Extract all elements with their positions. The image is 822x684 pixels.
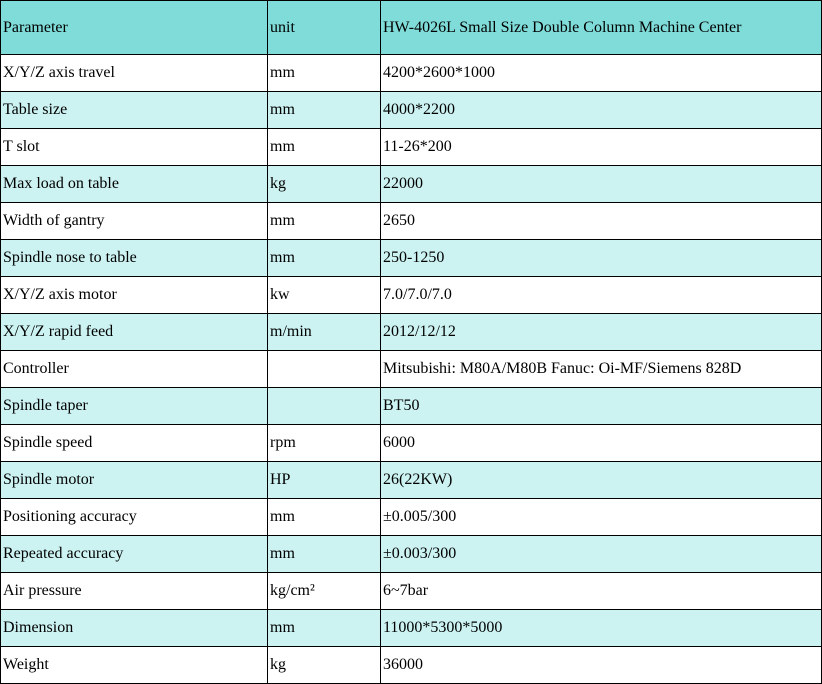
table-row (1, 277, 822, 314)
row-unit: kg (268, 166, 381, 203)
row-value: 250-1250 (381, 240, 822, 277)
row-unit: rpm (268, 425, 381, 462)
table-row (1, 129, 822, 166)
header-model: HW-4026L Small Size Double Column Machine Center (381, 1, 822, 55)
row-parameter: Repeated accuracy (1, 536, 268, 573)
row-value: 6000 (381, 425, 822, 462)
row-parameter: Positioning accuracy (1, 499, 268, 536)
row-unit: mm (268, 499, 381, 536)
row-unit: mm (268, 92, 381, 129)
row-value: BT50 (381, 388, 822, 425)
row-unit: mm (268, 203, 381, 240)
table-row (1, 203, 822, 240)
row-value: 26(22KW) (381, 462, 822, 499)
row-parameter: X/Y/Z axis travel (1, 55, 268, 92)
row-parameter: Controller (1, 351, 268, 388)
table-row (1, 610, 822, 647)
row-parameter: Spindle taper (1, 388, 268, 425)
row-value: 2650 (381, 203, 822, 240)
row-unit: m/min (268, 314, 381, 351)
row-value: 4200*2600*1000 (381, 55, 822, 92)
row-parameter: X/Y/Z rapid feed (1, 314, 268, 351)
table-row (1, 536, 822, 573)
row-unit: kg (268, 647, 381, 684)
row-unit: mm (268, 129, 381, 166)
row-value: ±0.005/300 (381, 499, 822, 536)
row-parameter: Weight (1, 647, 268, 684)
row-unit (268, 351, 381, 388)
row-unit: mm (268, 610, 381, 647)
row-unit: mm (268, 55, 381, 92)
row-parameter: T slot (1, 129, 268, 166)
table-header-row (1, 1, 822, 55)
row-parameter: Dimension (1, 610, 268, 647)
row-value: Mitsubishi: M80A/M80B Fanuc: Oi-MF/Siemens 828D (381, 351, 822, 388)
row-value: 11000*5300*5000 (381, 610, 822, 647)
table-row (1, 351, 822, 388)
row-parameter: Spindle nose to table (1, 240, 268, 277)
table-row (1, 240, 822, 277)
row-unit: kg/cm² (268, 573, 381, 610)
row-unit: mm (268, 240, 381, 277)
table-row (1, 425, 822, 462)
row-parameter: Width of gantry (1, 203, 268, 240)
row-value: 11-26*200 (381, 129, 822, 166)
table-row (1, 647, 822, 684)
table-row (1, 314, 822, 351)
table-row (1, 573, 822, 610)
row-parameter: Table size (1, 92, 268, 129)
row-unit: HP (268, 462, 381, 499)
row-value: 4000*2200 (381, 92, 822, 129)
row-value: 2012/12/12 (381, 314, 822, 351)
row-unit: kw (268, 277, 381, 314)
row-parameter: Air pressure (1, 573, 268, 610)
row-value: 7.0/7.0/7.0 (381, 277, 822, 314)
row-value: ±0.003/300 (381, 536, 822, 573)
row-parameter: Spindle speed (1, 425, 268, 462)
header-unit: unit (268, 1, 381, 55)
table-row (1, 55, 822, 92)
header-parameter: Parameter (1, 1, 268, 55)
table-row (1, 462, 822, 499)
table-row (1, 166, 822, 203)
table-row (1, 499, 822, 536)
row-value: 22000 (381, 166, 822, 203)
row-parameter: X/Y/Z axis motor (1, 277, 268, 314)
row-parameter: Spindle motor (1, 462, 268, 499)
table-row (1, 388, 822, 425)
row-value: 6~7bar (381, 573, 822, 610)
row-value: 36000 (381, 647, 822, 684)
row-unit: mm (268, 536, 381, 573)
row-parameter: Max load on table (1, 166, 268, 203)
table-row (1, 92, 822, 129)
row-unit (268, 388, 381, 425)
